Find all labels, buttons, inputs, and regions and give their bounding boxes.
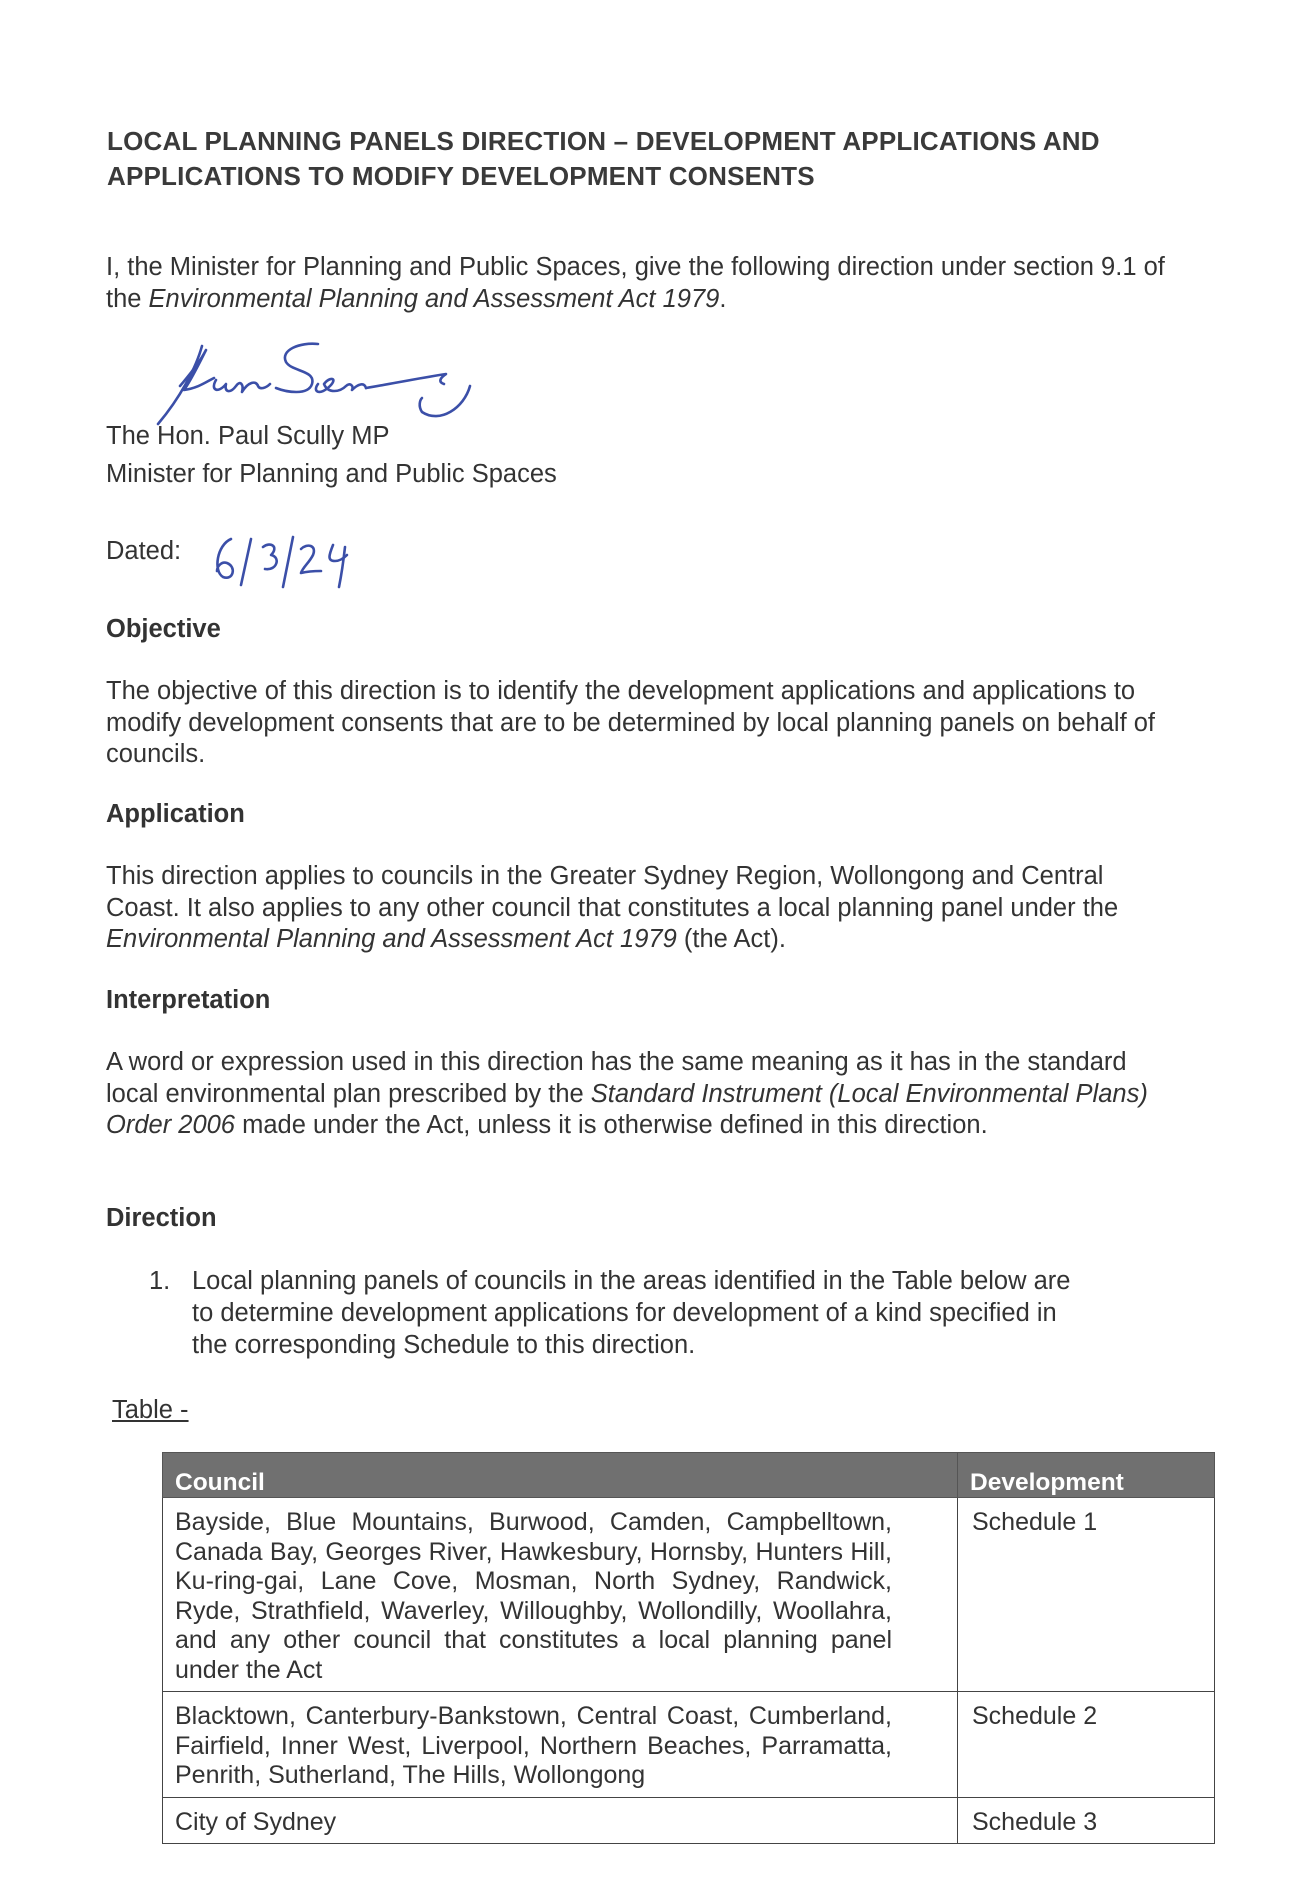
application-paragraph bbox=[106, 861, 1176, 956]
application-act-name: Environmental Planning and Assessment Act 1979 bbox=[106, 925, 677, 953]
direction-item-number: 1. bbox=[149, 1267, 171, 1295]
interpretation-text-b: made under the Act, unless it is otherwise defined in this direction. bbox=[235, 1111, 988, 1139]
dated-label: Dated: bbox=[106, 537, 182, 565]
objective-paragraph: The objective of this direction is to identify the development applications and applications to modify development consents that are to be determined by local planning panels on behalf of councils. bbox=[106, 677, 1156, 768]
table-row bbox=[163, 1692, 1215, 1798]
table-header-row bbox=[163, 1453, 1215, 1498]
direction-item-text: Local planning panels of councils in the areas identified in the Table below are to determine development applications for development of a kind specified in the corresponding Schedule to this direction. bbox=[192, 1267, 1071, 1359]
table-row bbox=[163, 1797, 1215, 1844]
application-heading: Application bbox=[106, 800, 245, 828]
council-list: Bayside, Blue Mountains, Burwood, Camden, Campbelltown, Canada Bay, Georges River, Hawkesbury, Hornsby, Hunters Hill, Ku-ring-gai, Lane Cove, Mosman, North Sydney, Randwick, Ryde, Strathfield, Waverley, Willoughby, Wollondilly, Woollahra, and any other council that constitutes a local planning panel under the Act bbox=[175, 1508, 892, 1684]
standard-instrument-name: Standard Instrument (Local Environmental Plans) Order 2006 bbox=[106, 1079, 1148, 1139]
intro-act-name: Environmental Planning and Assessment Act 1979 bbox=[148, 284, 720, 313]
development-cell: Schedule 3 bbox=[958, 1797, 1215, 1844]
council-cell bbox=[163, 1498, 958, 1692]
table-row bbox=[163, 1498, 1215, 1692]
intro-end: . bbox=[719, 284, 727, 313]
signatory-role: Minister for Planning and Public Spaces bbox=[106, 460, 557, 488]
council-list: City of Sydney bbox=[175, 1807, 337, 1836]
intro-text: I, the Minister for Planning and Public Spaces, give the following direction under section 9.1 of the bbox=[106, 253, 1165, 313]
development-cell: Schedule 1 bbox=[958, 1498, 1215, 1692]
development-column-header: Development bbox=[958, 1453, 1215, 1498]
document-title: LOCAL PLANNING PANELS DIRECTION – DEVELOPMENT APPLICATIONS AND APPLICATIONS TO MODIFY DEVELOPMENT CONSENTS bbox=[107, 126, 1100, 191]
objective-heading: Objective bbox=[106, 615, 221, 643]
handwritten-date bbox=[205, 525, 355, 595]
application-text-a: This direction applies to councils in the Greater Sydney Region, Wollongong and Central Coast. It also applies to any other council that constitutes a local planning panel under the bbox=[106, 862, 1119, 922]
application-text-b: (the Act). bbox=[676, 925, 786, 953]
council-list: Blacktown, Canterbury-Bankstown, Central Coast, Cumberland, Fairfield, Inner West, Liverpool, Northern Beaches, Parramatta, Penrith, Sutherland, The Hills, Wollongong bbox=[175, 1702, 892, 1789]
interpretation-paragraph bbox=[106, 1047, 1176, 1142]
table-label: Table - bbox=[112, 1396, 189, 1424]
interpretation-heading: Interpretation bbox=[106, 986, 271, 1014]
council-cell bbox=[163, 1692, 958, 1798]
council-schedule-table bbox=[162, 1452, 1215, 1844]
signatory-name: The Hon. Paul Scully MP bbox=[106, 422, 390, 450]
direction-heading: Direction bbox=[106, 1204, 217, 1232]
interpretation-text-a: A word or expression used in this direction has the same meaning as it has in the standard local environmental plan prescribed by the bbox=[106, 1048, 1127, 1108]
council-cell bbox=[163, 1797, 958, 1844]
development-cell: Schedule 2 bbox=[958, 1692, 1215, 1798]
council-column-header: Council bbox=[163, 1453, 958, 1498]
intro-paragraph bbox=[106, 252, 1176, 315]
